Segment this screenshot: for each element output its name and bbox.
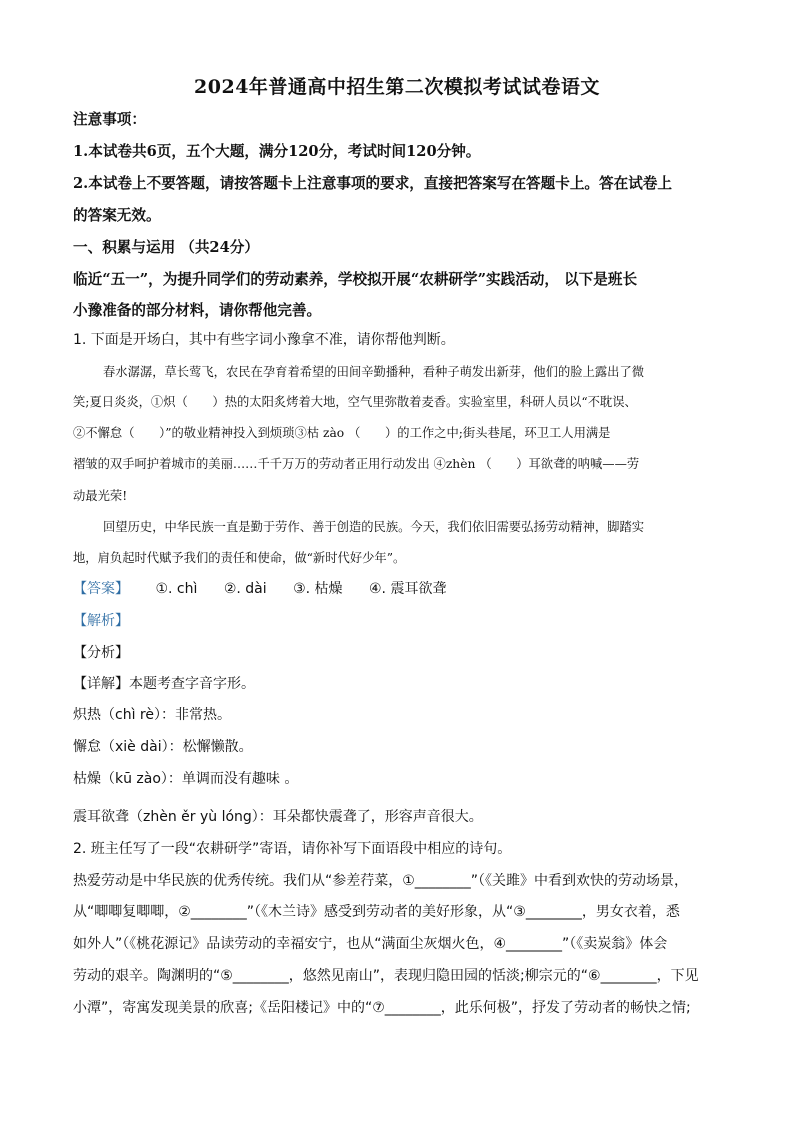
answer-item: ③. 枯燥	[293, 581, 343, 597]
q1-stem: 1. 下面是开场白，其中有些字词小豫拿不准，请你帮他判断。	[73, 332, 455, 348]
detail-item: 懈怠（xiè dài）：松懈懒散。	[73, 739, 253, 755]
detail-item: 枯燥（kū zào）：单调而没有趣味 。	[73, 771, 299, 787]
fenxi-label: 【分析】	[73, 645, 129, 661]
q1-passage2-line: 回望历史，中华民族一直是勤于劳作、善于创造的民族。今天，我们依旧需要弘扬劳动精神，脚踏实	[103, 520, 645, 534]
notice-line-2a: 2.本试卷上不要答题，请按答题卡上注意事项的要求，直接把答案写在答题卡上。答在试卷上	[73, 175, 672, 192]
notice-heading: 注意事项：	[73, 111, 146, 128]
answer-item: ②. dài	[223, 581, 267, 597]
q1-passage-line: 春水潺潺，草长莺飞，农民在孕育着希望的田间辛勤播种，看种子萌发出新芽，他们的脸上露出了微	[103, 365, 645, 379]
q2-line: 如外人”（《桃花源记》品读劳动的幸福安宁，也从“满面尘灰烟火色，④________”（《卖炭翁》体会	[73, 936, 668, 952]
q1-passage-line: 笑;夏日炎炎，①炽（ ）热的太阳炙烤着大地，空气里弥散着麦香。实验室里，科研人员以“不耽误、	[73, 395, 637, 409]
page-title: 2024年普通高中招生第二次模拟考试试卷语文	[194, 76, 600, 98]
notice-line-2b: 的答案无效。	[73, 207, 161, 224]
detail-line: 【详解】本题考查字音字形。	[73, 676, 255, 692]
section-heading: 一、积累与运用 （共24分）	[73, 239, 259, 256]
detail-item: 炽热（chì rè）：非常热。	[73, 707, 231, 723]
analysis-label: 【解析】	[73, 613, 129, 629]
q2-line: 劳动的艰辛。陶渊明的“⑤________，悠然见南山”，表现归隐田园的恬淡;柳宗元的“⑥________，下见	[73, 968, 699, 984]
answer-item: ①. chì	[155, 581, 198, 597]
notice-line-1: 1.本试卷共6页，五个大题，满分120分，考试时间120分钟。	[73, 143, 481, 160]
q2-line: 小潭”，寄寓发现美景的欣喜;《岳阳楼记》中的“⑦________，此乐何极”，抒发了劳动者的畅快之情;	[73, 1000, 691, 1016]
answer-item: ④. 震耳欲聋	[369, 581, 447, 597]
answer-row	[73, 578, 723, 598]
q1-passage-line: 褶皱的双手呵护着城市的美丽……千千万万的劳动者正用行动发出 ④zhèn （ ）耳欲聋的呐喊——劳	[73, 457, 640, 471]
section-intro-a: 临近“五一”，为提升同学们的劳动素养，学校拟开展“农耕研学”实践活动， 以下是班长	[73, 271, 638, 288]
q2-stem: 2. 班主任写了一段“农耕研学”寄语，请你补写下面语段中相应的诗句。	[73, 841, 512, 857]
q2-line: 热爱劳动是中华民族的优秀传统。我们从“参差荇菜，①________”（《关雎》中看到欢快的劳动场景，	[73, 873, 689, 889]
q1-passage-line: ②不懈怠（ ）”的敬业精神投入到烦琐③枯 zào （ ）的工作之中;街头巷尾，环卫工人用满是	[73, 426, 611, 440]
q1-passage-line: 动最光荣!	[73, 489, 128, 503]
q2-line: 从“唧唧复唧唧，②________”（《木兰诗》感受到劳动者的美好形象，从“③________，男女衣着，悉	[73, 904, 680, 920]
q1-passage2-line: 地，肩负起时代赋予我们的责任和使命，做“新时代好少年”。	[73, 551, 406, 565]
answer-label: 【答案】	[73, 581, 129, 597]
section-intro-b: 小豫准备的部分材料，请你帮他完善。	[73, 302, 322, 319]
detail-item: 震耳欲聋（zhèn ěr yù lóng）：耳朵都快震聋了，形容声音很大。	[73, 809, 483, 825]
